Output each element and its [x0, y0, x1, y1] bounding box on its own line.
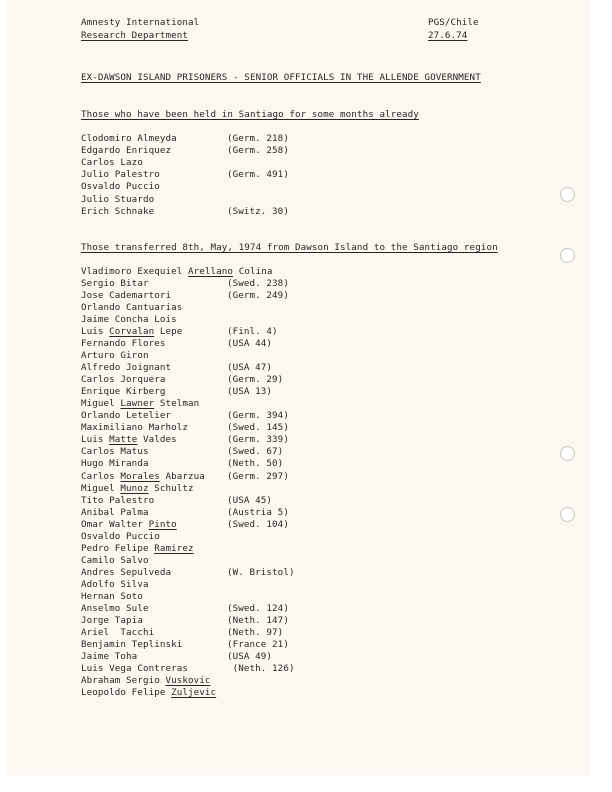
prisoner-name — [81, 507, 149, 519]
adoption-reference: (Germ. 258) — [227, 145, 289, 157]
name-part: Hernan Soto — [81, 590, 143, 602]
adoption-reference: (Swed. 124) — [227, 602, 289, 614]
prisoner-name — [81, 266, 272, 278]
prisoner-name — [81, 519, 177, 531]
adoption-reference: (Swed. 67) — [227, 446, 284, 458]
name-part: Fernando Flores — [81, 338, 166, 350]
name-part: Carlos — [81, 470, 121, 482]
document-date: 27.6.74 — [428, 30, 468, 41]
adoption-reference: (Germ. 29) — [227, 374, 284, 386]
name-part: Tito Palestro — [81, 494, 155, 506]
name-part: Carlos Jorquera — [81, 374, 166, 386]
adoption-reference: (Swed. 145) — [227, 422, 289, 434]
prisoner-name — [81, 446, 149, 458]
name-part: Vladimoro Exequiel — [81, 266, 188, 277]
adoption-reference: (Switz. 30) — [227, 205, 289, 217]
adoption-reference: (USA 44) — [227, 338, 273, 350]
prisoner-name: Erich Schnake — [81, 205, 155, 217]
underlined-surname: Vuskovic — [165, 675, 211, 687]
adoption-reference: (Germ. 491) — [227, 169, 289, 181]
prisoner-name — [81, 398, 199, 410]
punch-hole — [560, 446, 575, 461]
adoption-reference: (USA 45) — [227, 494, 273, 506]
prisoner-name — [81, 579, 149, 591]
document-title: EX-DAWSON ISLAND PRISONERS - SENIOR OFFICIALS IN THE ALLENDE GOVERNMENT — [81, 72, 481, 83]
name-part: Abarzua — [159, 470, 205, 482]
section2-heading: Those transferred 8th, May, 1974 from Dawson Island to the Santiago region — [81, 242, 498, 253]
name-part: Luis — [81, 434, 110, 446]
adoption-reference: (Neth. 50) — [227, 458, 284, 470]
prisoner-name — [81, 627, 154, 639]
adoption-reference: (Swed. 238) — [227, 278, 289, 290]
adoption-reference: (France 21) — [227, 638, 289, 650]
prisoner-name — [81, 302, 182, 314]
adoption-reference: (USA 13) — [227, 386, 273, 398]
name-part: Leopoldo Felipe — [81, 687, 172, 699]
prisoner-name: Clodomiro Almeyda — [81, 133, 177, 144]
name-part: Alfredo Joignant — [81, 362, 172, 374]
prisoner-name — [81, 603, 149, 615]
adoption-reference: (W. Bristol) — [227, 566, 295, 578]
prisoner-name — [81, 362, 171, 374]
name-part: Anselmo Sule — [81, 602, 149, 614]
underlined-surname: Matte — [109, 434, 138, 446]
punch-hole — [560, 507, 575, 522]
underlined-surname: Ramirez — [154, 542, 194, 554]
prisoner-name — [81, 663, 188, 675]
name-part: Carlos Matus — [81, 446, 149, 458]
adoption-reference: (Swed. 104) — [227, 518, 289, 530]
prisoner-name — [81, 314, 177, 326]
prisoner-name — [81, 326, 182, 338]
underlined-surname: Zuljevic — [171, 687, 217, 699]
name-part: Orlando Cantuarias — [81, 302, 183, 314]
name-part: Valdes — [137, 434, 177, 446]
prisoner-name — [81, 434, 177, 446]
punch-hole — [560, 248, 575, 263]
name-part: Andres Sepulveda — [81, 566, 172, 578]
prisoner-name — [81, 615, 143, 627]
adoption-reference: (Germ. 297) — [227, 470, 289, 482]
adoption-reference: (Germ. 218) — [227, 133, 289, 144]
name-part: Omar Walter — [81, 518, 149, 530]
adoption-reference: (Austria 5) — [227, 506, 289, 518]
prisoner-name: Julio Palestro — [81, 169, 160, 181]
name-part: Sergio Bitar — [81, 278, 149, 290]
name-part: Colina — [233, 266, 273, 277]
prisoner-name — [81, 290, 171, 302]
adoption-reference: (Neth. 147) — [227, 614, 289, 626]
prisoner-name — [81, 675, 211, 687]
reference-code: PGS/Chile — [428, 17, 479, 28]
underlined-surname: Pinto — [148, 518, 177, 530]
adoption-reference: (Finl. 4) — [227, 326, 278, 338]
name-part: Pedro Felipe — [81, 542, 155, 554]
name-part: Jose Cademartori — [81, 290, 172, 302]
prisoner-name — [81, 495, 154, 507]
underlined-surname: Morales — [120, 470, 160, 482]
name-part: Maximiliano Marholz — [81, 422, 188, 434]
name-part: Ariel Tacchi — [81, 626, 155, 638]
prisoner-name — [81, 422, 188, 434]
prisoner-name — [81, 278, 149, 290]
name-part: Hugo Miranda — [81, 458, 149, 470]
prisoner-name — [81, 471, 205, 483]
adoption-reference: (Germ. 394) — [227, 410, 289, 422]
name-part: Miguel — [81, 482, 121, 494]
prisoner-name — [81, 410, 171, 422]
prisoner-name — [81, 591, 143, 603]
prisoner-name: Carlos Lazo — [81, 157, 143, 169]
prisoner-name: Edgardo Enriquez — [81, 145, 172, 157]
name-part: Jaime Concha Lois — [81, 314, 177, 326]
name-part: Orlando Letelier — [81, 410, 172, 422]
adoption-reference: (USA 47) — [227, 362, 273, 374]
department-name: Research Department — [81, 30, 188, 41]
prisoner-name: Julio Stuardo — [81, 193, 155, 205]
name-part: Adolfo Silva — [81, 578, 149, 590]
underlined-surname: Lawner — [120, 398, 155, 410]
adoption-reference: (Germ. 249) — [227, 290, 289, 302]
underlined-surname: Arellano — [188, 266, 234, 277]
prisoner-name — [81, 338, 165, 350]
name-part: Enrique Kirberg — [81, 386, 166, 398]
name-part: Miguel — [81, 398, 121, 410]
name-part: Benjamin Teplinski — [81, 638, 183, 650]
adoption-reference: (Neth. 97) — [227, 626, 284, 638]
name-part: Luis — [81, 326, 110, 338]
underlined-surname: Corvalan — [109, 326, 155, 338]
name-part: Abraham Sergio — [81, 675, 166, 687]
prisoner-name — [81, 386, 165, 398]
name-part: Jorge Tapia — [81, 614, 143, 626]
prisoner-name — [81, 543, 194, 555]
name-part: Arturo Giron — [81, 350, 149, 362]
name-part: Osvaldo Puccio — [81, 530, 160, 542]
name-part: Luis Vega Contreras — [81, 662, 188, 674]
org-name: Amnesty International — [81, 17, 200, 28]
prisoner-name — [81, 567, 171, 579]
prisoner-name — [81, 639, 182, 651]
prisoner-name — [81, 555, 149, 567]
prisoner-name — [81, 687, 216, 699]
punch-hole — [560, 187, 575, 202]
name-part: Camilo Salvo — [81, 554, 149, 566]
section1-heading: Those who have been held in Santiago for some months already — [81, 109, 419, 120]
prisoner-name — [81, 531, 160, 543]
name-part: Jaime Toha — [81, 650, 138, 662]
prisoner-name — [81, 458, 149, 470]
adoption-reference: (USA 49) — [227, 650, 273, 662]
adoption-reference: (Neth. 126) — [227, 662, 295, 674]
name-part: Schultz — [148, 482, 194, 494]
prisoner-name — [81, 350, 149, 362]
prisoner-name — [81, 374, 165, 386]
adoption-reference: (Germ. 339) — [227, 434, 289, 446]
prisoner-name: Osvaldo Puccio — [81, 181, 160, 193]
name-part: Anibal Palma — [81, 506, 149, 518]
prisoner-name — [81, 483, 194, 495]
name-part: Lepe — [154, 326, 183, 338]
underlined-surname: Munoz — [120, 482, 149, 494]
name-part: Stelman — [154, 398, 200, 410]
prisoner-name — [81, 651, 137, 663]
